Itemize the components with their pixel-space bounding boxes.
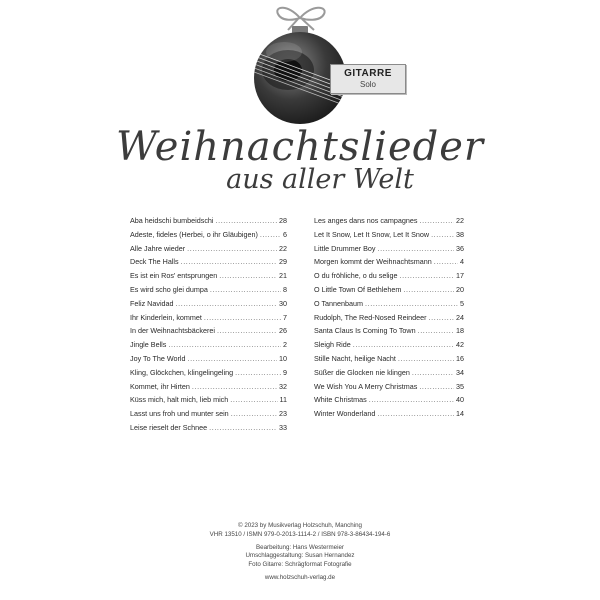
toc-entry-page: 33 [279, 422, 287, 432]
toc-entry-page: 42 [456, 340, 464, 350]
toc-leader-dots [400, 269, 454, 283]
toc-entry-page: 40 [456, 395, 464, 405]
toc-entry-title: In der Weihnachtsbäckerei [130, 326, 215, 336]
toc-entry-title: Süßer die Glocken nie klingen [314, 367, 410, 377]
toc-entry-title: Leise rieselt der Schnee [130, 422, 208, 432]
toc-entry [130, 255, 287, 269]
toc-entry-page: 14 [456, 409, 464, 419]
credits-block [0, 522, 600, 583]
toc-entry-page: 16 [456, 353, 464, 363]
toc-entry-page: 36 [456, 243, 464, 253]
toc-entry [130, 269, 287, 283]
toc-leader-dots [434, 255, 458, 269]
toc-entry-title: White Christmas [314, 395, 367, 405]
toc-entry-title: Es wird scho glei dumpa [130, 284, 208, 294]
toc-entry-title: Let It Snow, Let It Snow, Let It Snow [314, 229, 430, 239]
toc-entry-page: 29 [279, 257, 287, 267]
toc-leader-dots [429, 311, 454, 325]
toc-entry-title: Ihr Kinderlein, kommet [130, 312, 202, 322]
toc-entry [314, 283, 464, 297]
toc-entry-title: Lasst uns froh und munter sein [130, 409, 229, 419]
toc-entry-page: 24 [456, 312, 464, 322]
toc-entry-title: O Little Town Of Bethlehem [314, 284, 402, 294]
toc-entry-title: Little Drummer Boy [314, 243, 376, 253]
toc-leader-dots [420, 214, 455, 228]
toc-entry [130, 352, 287, 366]
instrument-badge [330, 64, 406, 94]
toc-entry-page: 38 [456, 229, 464, 239]
toc-entry [314, 228, 464, 242]
toc-entry-page: 20 [456, 284, 464, 294]
book-subtitle: aus aller Welt [226, 164, 414, 195]
toc-entry [130, 214, 287, 228]
toc-leader-dots [231, 407, 277, 421]
toc-entry-page: 11 [279, 395, 287, 405]
toc-leader-dots [219, 269, 277, 283]
publisher-website: www.holzschuh-verlag.de [264, 573, 336, 581]
toc-leader-dots [260, 228, 281, 242]
toc-right-column [314, 214, 464, 421]
toc-entry-title: Es ist ein Ros' entsprungen [130, 271, 218, 281]
toc-entry-page: 9 [283, 367, 287, 377]
toc-entry [314, 393, 464, 407]
toc-entry-page: 2 [283, 340, 287, 350]
toc-entry-page: 5 [460, 298, 464, 308]
toc-leader-dots [431, 228, 454, 242]
toc-entry [314, 269, 464, 283]
toc-entry-title: Santa Claus Is Coming To Town [314, 326, 416, 336]
toc-leader-dots [216, 214, 277, 228]
toc-entry-title: Jingle Bells [130, 340, 167, 350]
toc-entry-title: We Wish You A Merry Christmas [314, 381, 418, 391]
toc-leader-dots [398, 352, 454, 366]
toc-entry [314, 407, 464, 421]
toc-leader-dots [377, 407, 454, 421]
toc-entry-title: Sleigh Ride [314, 340, 351, 350]
toc-entry [130, 407, 287, 421]
toc-entry-page: 26 [279, 326, 287, 336]
toc-entry [130, 297, 287, 311]
toc-entry-title: Winter Wonderland [314, 409, 376, 419]
toc-entry [314, 352, 464, 366]
toc-entry-page: 4 [460, 257, 464, 267]
toc-entry-title: Kling, Glöckchen, klingelingeling [130, 367, 234, 377]
toc-leader-dots [418, 324, 454, 338]
toc-leader-dots [419, 380, 454, 394]
toc-leader-dots [403, 283, 454, 297]
toc-entry-title: Morgen kommt der Weihnachtsmann [314, 257, 432, 267]
toc-leader-dots [168, 338, 281, 352]
toc-entry-title: Rudolph, The Red-Nosed Reindeer [314, 312, 427, 322]
toc-leader-dots [353, 338, 454, 352]
toc-entry [314, 366, 464, 380]
toc-entry [130, 324, 287, 338]
cover-design-credit: Umschlaggestaltung: Susan Hernandez [245, 552, 355, 560]
toc-leader-dots [188, 352, 277, 366]
toc-entry-title: Deck The Halls [130, 257, 179, 267]
toc-entry-page: 7 [283, 312, 287, 322]
toc-entry-title: Aba heidschi bumbeidschi [130, 216, 214, 225]
toc-entry-page: 17 [456, 271, 464, 281]
toc-entry-page: 35 [456, 381, 464, 391]
toc-entry [130, 338, 287, 352]
toc-leader-dots [365, 297, 458, 311]
toc-leader-dots [210, 283, 281, 297]
toc-leader-dots [369, 393, 454, 407]
toc-leader-dots [181, 255, 277, 269]
toc-entry [314, 324, 464, 338]
toc-entry-title: Les anges dans nos campagnes [314, 216, 418, 225]
arrangement-credit: Bearbeitung: Hans Westermeier [256, 543, 344, 551]
toc-entry-title: O du fröhliche, o du selige [314, 271, 398, 281]
badge-style: Solo [359, 80, 376, 89]
toc-entry-page: 22 [279, 243, 287, 253]
toc-leader-dots [217, 324, 277, 338]
toc-entry-page: 30 [279, 298, 287, 308]
toc-entry-page: 22 [456, 216, 464, 225]
photo-credit: Foto Gitarre: Schrägformat Fotografie [248, 561, 352, 569]
toc-entry [314, 311, 464, 325]
toc-entry [130, 311, 287, 325]
toc-entry-page: 34 [456, 367, 464, 377]
toc-entry-title: O Tannenbaum [314, 298, 364, 308]
toc-leader-dots [378, 242, 454, 256]
toc-entry-title: Kommet, ihr Hirten [130, 381, 190, 391]
toc-leader-dots [209, 421, 277, 435]
toc-entry-page: 23 [279, 409, 287, 419]
toc-entry [314, 338, 464, 352]
toc-leader-dots [235, 366, 281, 380]
toc-left-column [130, 214, 287, 435]
toc-entry [314, 380, 464, 394]
toc-entry-page: 6 [283, 229, 287, 239]
toc-entry [314, 214, 464, 228]
toc-entry-title: Stille Nacht, heilige Nacht [314, 353, 396, 363]
badge-instrument: GITARRE [344, 68, 392, 79]
toc-entry [314, 242, 464, 256]
copyright-line: © 2023 by Musikverlag Holzschuh, Manching [238, 522, 362, 529]
toc-entry-title: Feliz Navidad [130, 298, 174, 308]
toc-entry [130, 393, 287, 407]
toc-entry [130, 242, 287, 256]
toc-leader-dots [192, 380, 277, 394]
toc-entry-title: Alle Jahre wieder [130, 243, 186, 253]
toc-entry-title: Küss mich, halt mich, lieb mich [130, 395, 229, 405]
toc-entry [130, 421, 287, 435]
toc-entry [130, 380, 287, 394]
toc-entry-title: Adeste, fideles (Herbei, o ihr Gläubigen) [130, 229, 258, 239]
toc-entry [314, 297, 464, 311]
toc-leader-dots [204, 311, 281, 325]
toc-entry [130, 366, 287, 380]
toc-entry [314, 255, 464, 269]
toc-entry-page: 18 [456, 326, 464, 336]
toc-entry-title: Joy To The World [130, 353, 186, 363]
toc-entry-page: 28 [279, 216, 287, 225]
toc-leader-dots [187, 242, 277, 256]
book-title: Weihnachtslieder [115, 124, 485, 170]
toc-leader-dots [412, 366, 454, 380]
toc-entry-page: 32 [279, 381, 287, 391]
toc-entry [130, 228, 287, 242]
toc-entry-page: 10 [279, 353, 287, 363]
toc-entry-page: 8 [283, 284, 287, 294]
toc-entry [130, 283, 287, 297]
catalog-numbers: VHR 13510 / ISMN 979-0-2013-1114-2 / ISBN 978-3-86434-194-6 [209, 530, 391, 538]
toc-entry-page: 21 [279, 271, 287, 281]
toc-leader-dots [230, 393, 277, 407]
toc-leader-dots [176, 297, 277, 311]
